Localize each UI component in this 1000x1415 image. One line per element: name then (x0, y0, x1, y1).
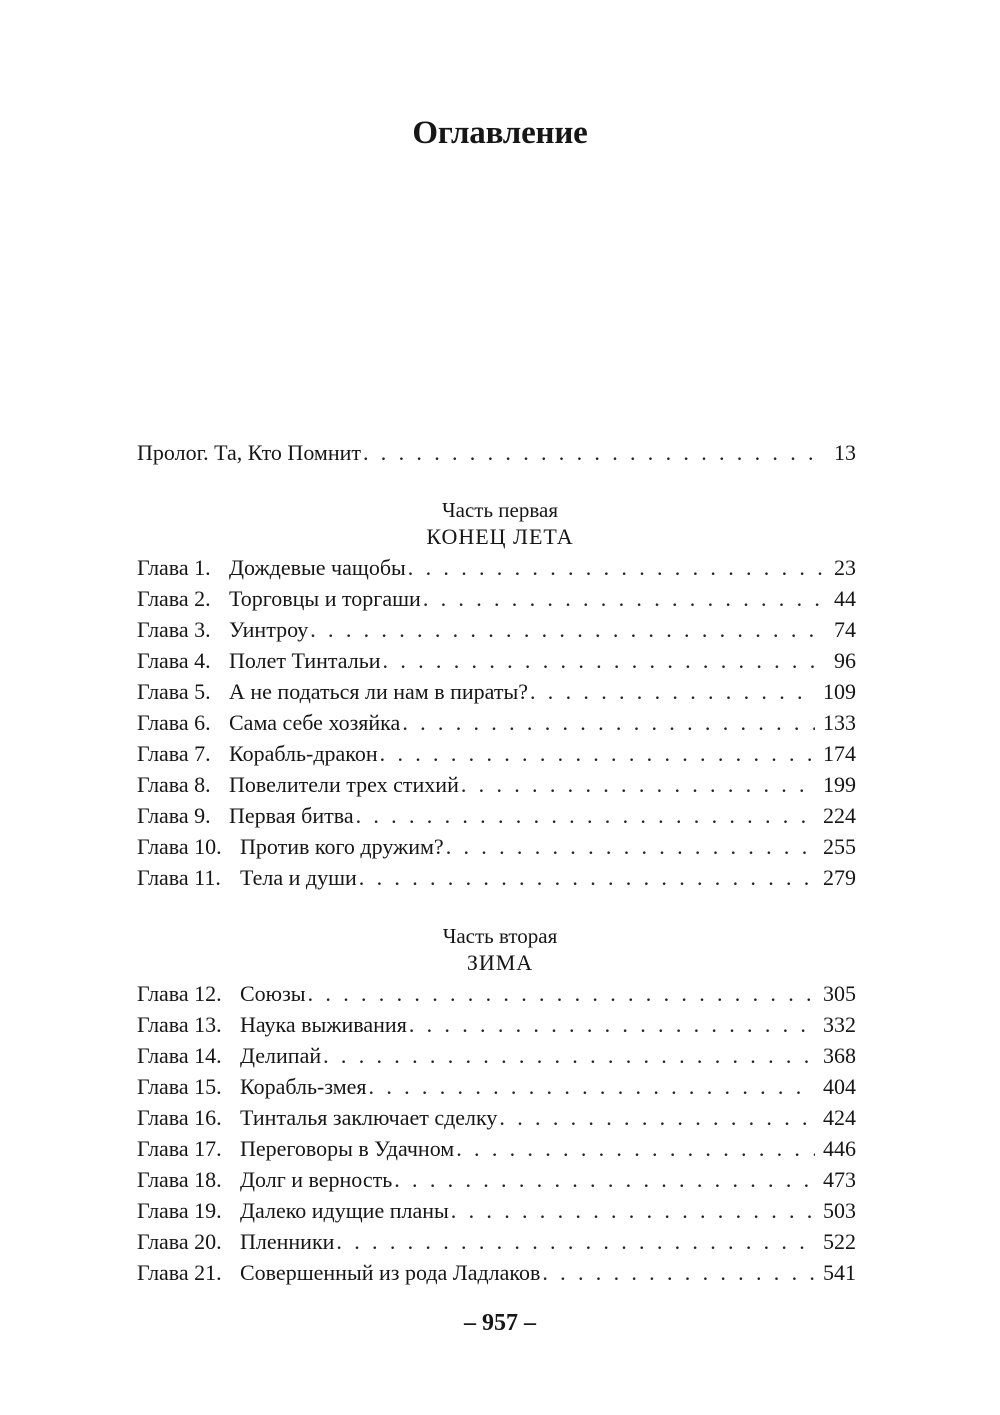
dot-leader (408, 553, 826, 583)
dot-leader (409, 1010, 815, 1040)
toc-entry-chapter-12[interactable] (137, 979, 856, 1009)
dot-leader (542, 1258, 815, 1288)
chapter-title: Союзы (240, 981, 306, 1006)
dot-leader (336, 1227, 815, 1257)
toc-entry-chapter-6[interactable] (137, 708, 856, 738)
chapter-title: Корабль-змея (240, 1074, 367, 1099)
toc-entry-chapter-15[interactable] (137, 1072, 856, 1102)
chapter-number: Глава 14. (137, 1043, 222, 1068)
dot-leader (308, 979, 815, 1009)
chapter-page: 541 (823, 1260, 856, 1285)
chapter-page: 473 (823, 1167, 856, 1192)
chapter-title: Первая битва (229, 803, 354, 828)
dot-leader (446, 832, 815, 862)
chapter-number: Глава 8. (137, 772, 211, 797)
chapter-page: 446 (823, 1136, 856, 1161)
toc-entry-chapter-10[interactable] (137, 832, 856, 862)
chapter-page: 404 (823, 1074, 856, 1099)
chapter-page: 424 (823, 1105, 856, 1130)
chapter-number: Глава 6. (137, 710, 211, 735)
chapter-title: Уинтроу (229, 617, 309, 642)
dot-leader (380, 739, 815, 769)
dot-leader (383, 646, 826, 676)
chapter-number: Глава 18. (137, 1167, 222, 1192)
chapter-number: Глава 4. (137, 648, 211, 673)
chapter-page: 174 (823, 741, 856, 766)
chapter-title: Полет Тинтальи (229, 648, 381, 673)
chapter-title: Наука выживания (240, 1012, 407, 1037)
chapter-title: Долг и верность (240, 1167, 393, 1192)
chapter-number: Глава 7. (137, 741, 211, 766)
toc-entry-chapter-4[interactable] (137, 646, 856, 676)
chapter-page: 96 (834, 648, 856, 673)
chapter-title: Пленники (240, 1229, 335, 1254)
page-number: – 957 – (464, 1310, 536, 1336)
chapter-number: Глава 21. (137, 1260, 222, 1285)
chapter-number: Глава 2. (137, 586, 211, 611)
toc-entry-chapter-9[interactable] (137, 801, 856, 831)
toc-entry-prologue[interactable] (137, 438, 856, 468)
part-name: КОНЕЦ ЛЕТА (426, 524, 574, 549)
chapter-page: 23 (834, 555, 856, 580)
toc-entry-chapter-16[interactable] (137, 1103, 856, 1133)
chapter-number: Глава 19. (137, 1198, 222, 1223)
chapter-number: Глава 15. (137, 1074, 222, 1099)
toc-entry-chapter-11[interactable] (137, 863, 856, 893)
chapter-page: 279 (823, 865, 856, 890)
chapter-page: 199 (823, 772, 856, 797)
chapter-title: Тинталья заключает сделку (240, 1105, 498, 1130)
dot-leader (394, 1165, 815, 1195)
chapter-number: Глава 5. (137, 679, 211, 704)
chapter-page: 44 (834, 586, 856, 611)
chapter-number: Глава 12. (137, 981, 222, 1006)
chapter-title: А не податься ли нам в пираты? (229, 679, 528, 704)
chapter-page: 522 (823, 1229, 856, 1254)
dot-leader (402, 708, 815, 738)
dot-leader (310, 615, 826, 645)
toc-entry-chapter-1[interactable] (137, 553, 856, 583)
toc-entry-chapter-13[interactable] (137, 1010, 856, 1040)
chapter-page: 224 (823, 803, 856, 828)
chapter-page: 332 (823, 1012, 856, 1037)
toc-entry-chapter-21[interactable] (137, 1258, 856, 1288)
chapter-title: Далеко идущие планы (240, 1198, 449, 1223)
chapter-page: 74 (834, 617, 856, 642)
part-name: ЗИМА (466, 950, 534, 975)
dot-leader (356, 801, 815, 831)
toc-entry-chapter-14[interactable] (137, 1041, 856, 1071)
chapter-number: Глава 20. (137, 1229, 222, 1254)
toc-entry-chapter-19[interactable] (137, 1196, 856, 1226)
toc-entry-chapter-8[interactable] (137, 770, 856, 800)
part-label: Часть вторая (442, 924, 558, 948)
dot-leader (530, 677, 815, 707)
chapter-number: Глава 13. (137, 1012, 222, 1037)
dot-leader (323, 1041, 815, 1071)
chapter-number: Глава 16. (137, 1105, 222, 1130)
chapter-title: Торговцы и торгаши (229, 586, 421, 611)
chapter-title: Повелители трех стихий (229, 772, 459, 797)
chapter-page: 305 (823, 981, 856, 1006)
chapter-number: Глава 10. (137, 834, 222, 859)
toc-entry-title: Пролог. Та, Кто Помнит (137, 440, 361, 465)
dot-leader (363, 438, 826, 468)
toc-entry-chapter-5[interactable] (137, 677, 856, 707)
chapter-number: Глава 17. (137, 1136, 222, 1161)
chapter-page: 368 (823, 1043, 856, 1068)
chapter-title: Совершенный из рода Ладлаков (240, 1260, 541, 1285)
chapter-number: Глава 1. (137, 555, 211, 580)
dot-leader (499, 1103, 815, 1133)
chapter-title: Делипай (240, 1043, 322, 1068)
chapter-title: Против кого дружим? (240, 834, 444, 859)
chapter-title: Дождевые чащобы (229, 555, 406, 580)
dot-leader (451, 1196, 815, 1226)
toc-entry-page: 13 (834, 440, 856, 465)
toc-entry-chapter-17[interactable] (137, 1134, 856, 1164)
chapter-page: 133 (823, 710, 856, 735)
toc-entry-chapter-2[interactable] (137, 584, 856, 614)
dot-leader (456, 1134, 815, 1164)
chapter-page: 109 (823, 679, 856, 704)
chapter-title: Тела и души (240, 865, 357, 890)
dot-leader (359, 863, 815, 893)
chapter-number: Глава 11. (137, 865, 221, 890)
chapter-title: Сама себе хозяйка (229, 710, 401, 735)
toc-entry-chapter-20[interactable] (137, 1227, 856, 1257)
dot-leader (423, 584, 826, 614)
toc-entry-chapter-18[interactable] (137, 1165, 856, 1195)
toc-entry-chapter-7[interactable] (137, 739, 856, 769)
dot-leader (369, 1072, 815, 1102)
dot-leader (461, 770, 815, 800)
chapter-page: 255 (823, 834, 856, 859)
chapter-number: Глава 9. (137, 803, 211, 828)
toc-entry-chapter-3[interactable] (137, 615, 856, 645)
chapter-number: Глава 3. (137, 617, 211, 642)
chapter-title: Корабль-дракон (229, 741, 378, 766)
chapter-page: 503 (823, 1198, 856, 1223)
part-label: Часть первая (442, 498, 558, 522)
page-title: Оглавление (412, 115, 588, 151)
chapter-title: Переговоры в Удачном (240, 1136, 455, 1161)
